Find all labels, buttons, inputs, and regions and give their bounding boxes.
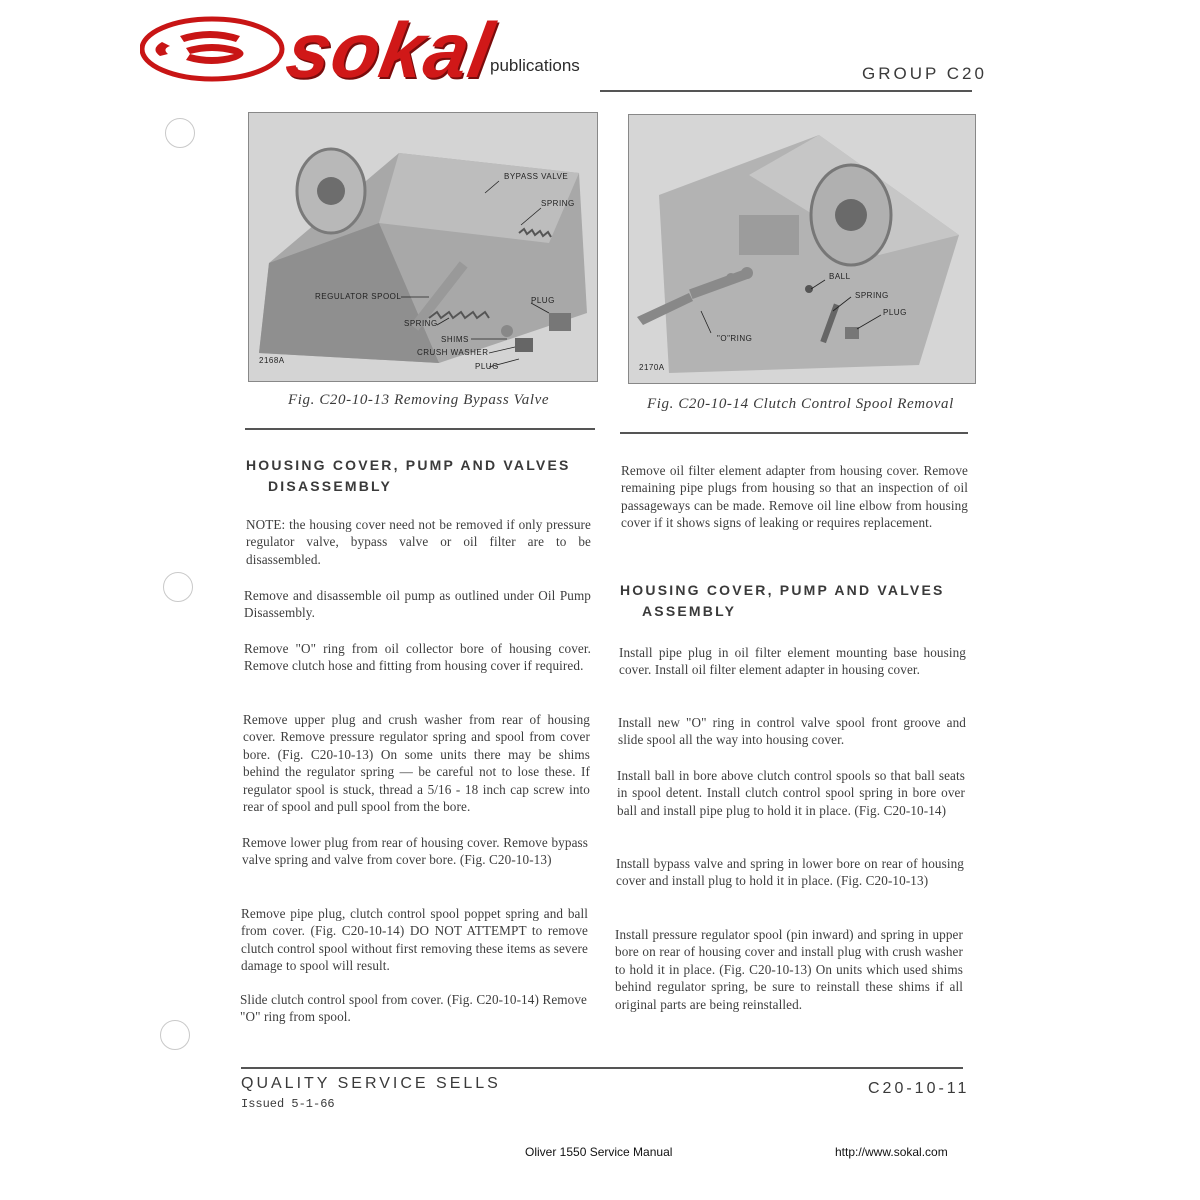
right-paragraph-3: Install ball in bore above clutch control spools so that ball seats in spool detent. Install clutch control spool spring in bore over ball and install pipe plug to hold it in place. (Fig. C20-10-14) xyxy=(617,768,965,818)
binder-hole-top xyxy=(165,118,195,148)
figure-bypass-valve-photo xyxy=(248,112,598,382)
sokal-url-link[interactable]: http://www.sokal.com xyxy=(835,1145,948,1159)
header-rule xyxy=(600,90,972,92)
sokal-logo-mark-icon xyxy=(140,16,285,82)
binder-hole-bottom xyxy=(160,1020,190,1050)
label-spring: SPRING xyxy=(855,291,889,300)
figure-code-left: 2168A xyxy=(259,356,285,365)
label-crush-washer: CRUSH WASHER xyxy=(417,348,489,357)
left-paragraph-1: NOTE: the housing cover need not be removed if only pressure regulator valve, bypass valve or oil filter are to be disassembled. xyxy=(246,517,591,567)
figure-clutch-spool-photo xyxy=(628,114,976,384)
figure-code-right: 2170A xyxy=(639,363,665,372)
heading-disassembly-line2: DISASSEMBLY xyxy=(268,478,393,494)
caption-fig-c20-10-14: Fig. C20-10-14 Clutch Control Spool Removal xyxy=(647,396,954,412)
left-paragraph-7: Slide clutch control spool from cover. (Fig. C20-10-14) Remove "O" ring from spool. xyxy=(240,992,587,1025)
label-plug-right: PLUG xyxy=(531,296,555,305)
right-paragraph-2: Install new "O" ring in control valve spool front groove and slide spool all the way into housing cover. xyxy=(618,715,966,748)
label-spring-bottom: SPRING xyxy=(404,319,438,328)
binder-hole-middle xyxy=(163,572,193,602)
label-plug: PLUG xyxy=(883,308,907,317)
label-ball: BALL xyxy=(829,272,851,281)
left-paragraph-3: Remove "O" ring from oil collector bore of housing cover. Remove clutch hose and fitting from housing cover if required. xyxy=(244,641,591,674)
logo-wordmark: sokal xyxy=(280,6,501,94)
logo-subtitle: publications xyxy=(490,56,580,75)
left-paragraph-6: Remove pipe plug, clutch control spool poppet spring and ball from cover. (Fig. C20-10-14) DO NOT ATTEMPT to remove clutch control spool without first removing these items as severe damage to spool will result. xyxy=(241,906,588,974)
right-column-top-rule xyxy=(620,432,968,434)
right-intro-paragraph: Remove oil filter element adapter from housing cover. Remove remaining pipe plugs from housing so that an inspection of oil passageways can be made. Remove oil line elbow from housing cover if it shows signs of leaking or requires replacement. xyxy=(621,463,968,531)
label-bypass-valve: BYPASS VALVE xyxy=(504,172,569,181)
left-paragraph-5: Remove lower plug from rear of housing cover. Remove bypass valve spring and valve from cover bore. (Fig. C20-10-13) xyxy=(242,835,588,868)
right-paragraph-4: Install bypass valve and spring in lower bore on rear of housing cover and install plug to hold it in place. (Fig. C20-10-13) xyxy=(616,856,964,889)
sokal-logo xyxy=(140,6,600,94)
label-o-ring: "O"RING xyxy=(717,334,753,343)
page-number: C20-10-11 xyxy=(868,1080,970,1097)
right-paragraph-5: Install pressure regulator spool (pin inward) and spring in upper bore on rear of housing cover and install plug with crush washer to hold it in place. (Fig. C20-10-13) On units which used shims behind regulator spring, be sure to reinstall these shims if all original parts are being reinstalled. xyxy=(615,927,963,1012)
heading-assembly xyxy=(620,580,980,622)
group-label: GROUP C20 xyxy=(862,64,987,83)
heading-disassembly xyxy=(246,455,606,497)
manual-title: Oliver 1550 Service Manual xyxy=(525,1145,673,1159)
label-shims: SHIMS xyxy=(441,335,469,344)
heading-assembly-line1: HOUSING COVER, PUMP AND VALVES xyxy=(620,582,945,598)
footer-slogan: QUALITY SERVICE SELLS xyxy=(241,1075,501,1092)
heading-assembly-line2: ASSEMBLY xyxy=(642,603,737,619)
left-paragraph-4: Remove upper plug and crush washer from rear of housing cover. Remove pressure regulator spring and spool from cover bore. (Fig. C20-10-13) On some units there may be shims behind the regulator spring — be careful not to lose these. If regulator spool is stuck, thread a 5/16 - 18 inch cap screw into rear of spool and pull spool from the bore. xyxy=(243,712,590,815)
label-spring-top: SPRING xyxy=(541,199,575,208)
label-regulator-spool: REGULATOR SPOOL xyxy=(315,292,402,301)
left-column-top-rule xyxy=(245,428,595,430)
right-paragraph-1: Install pipe plug in oil filter element mounting base housing cover. Install oil filter element adapter in housing cover. xyxy=(619,645,966,678)
heading-disassembly-line1: HOUSING COVER, PUMP AND VALVES xyxy=(246,457,571,473)
left-paragraph-2: Remove and disassemble oil pump as outlined under Oil Pump Disassembly. xyxy=(244,588,591,621)
footer-rule xyxy=(241,1067,963,1069)
issued-date: Issued 5-1-66 xyxy=(241,1097,335,1111)
caption-fig-c20-10-13: Fig. C20-10-13 Removing Bypass Valve xyxy=(288,392,550,408)
label-plug-bottom: PLUG xyxy=(475,362,499,371)
